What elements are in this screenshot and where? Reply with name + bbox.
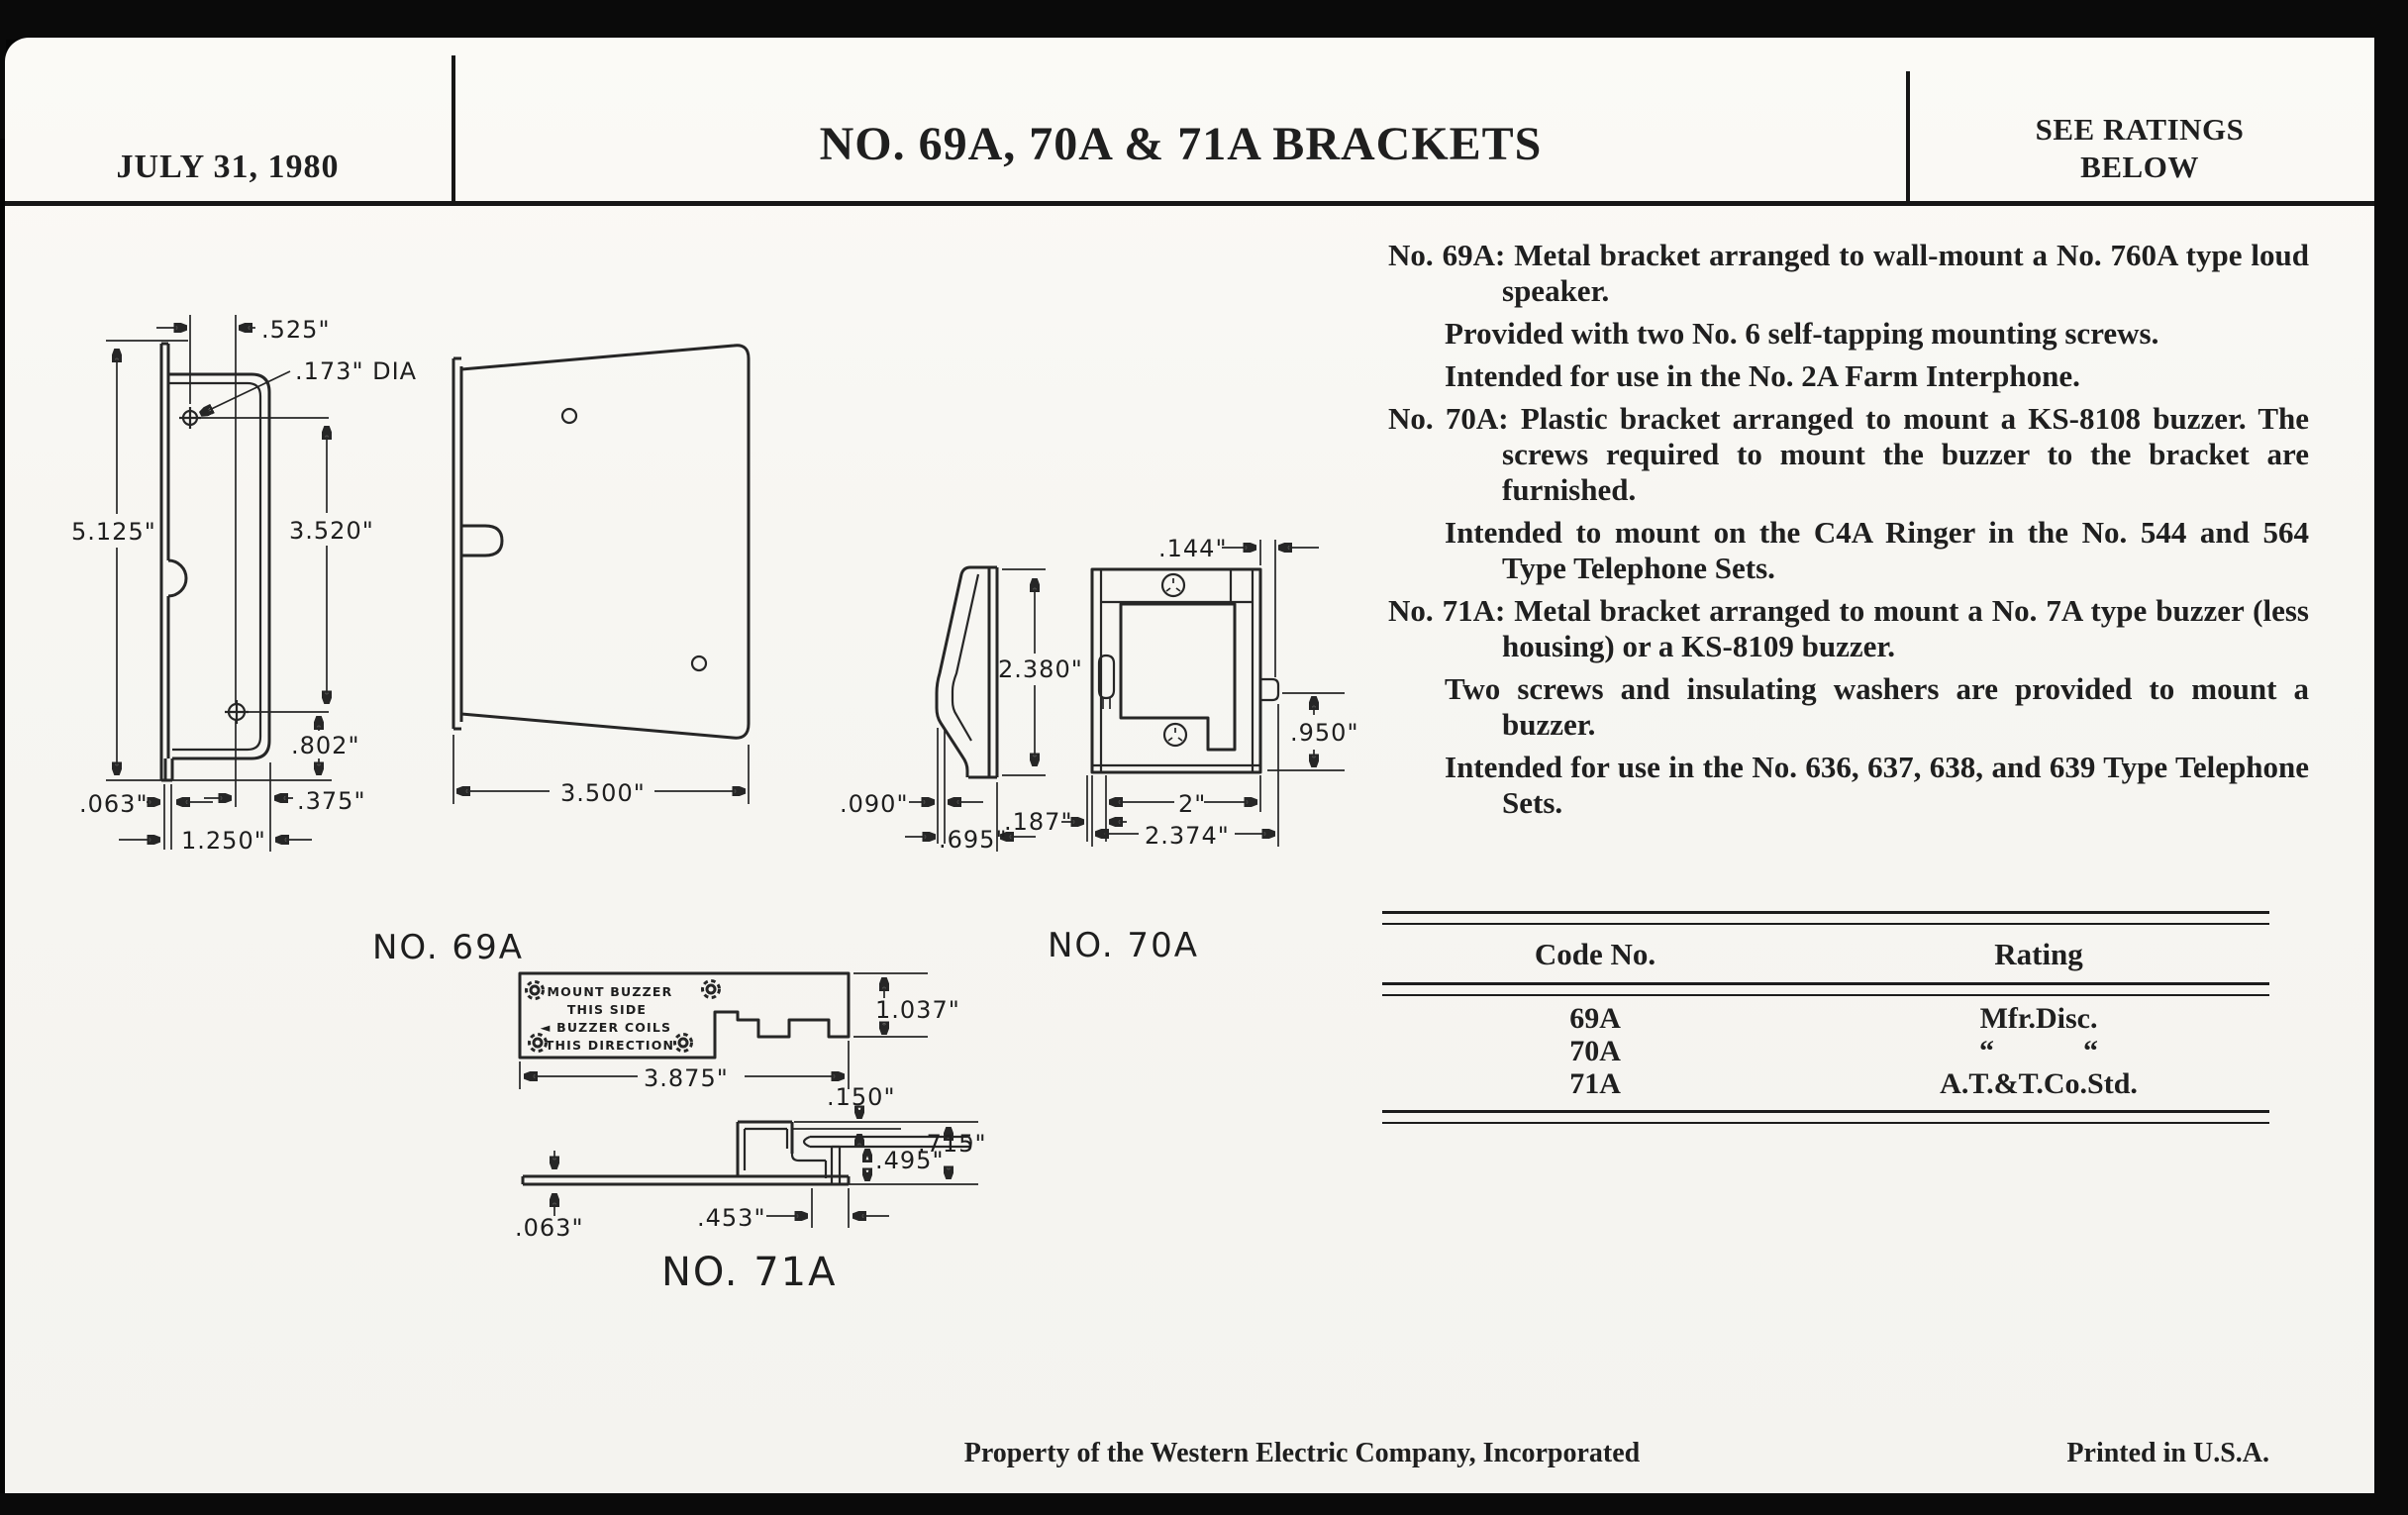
- table-body: [1382, 996, 2269, 1110]
- dim-70a-latch: .950": [1290, 719, 1359, 747]
- scan-edge-top: [0, 0, 2408, 40]
- drawing-label-69a: NO. 69A: [372, 928, 524, 967]
- drawing-71a-side-view: [515, 1122, 986, 1295]
- column-header-code: Code No.: [1534, 937, 1656, 971]
- dim-70a-width: 2.374": [1145, 822, 1230, 850]
- column-header-rating: Rating: [1994, 937, 2083, 971]
- cell-rating: Mfr.Disc.: [1979, 1002, 2098, 1035]
- plate-text-line2: THIS SIDE: [566, 1002, 648, 1017]
- dim-71a-thickness: .063": [515, 1214, 584, 1242]
- dim-70a-depth: .695": [939, 826, 1008, 854]
- drawing-69a-front-view: [453, 346, 749, 807]
- dim-69a-hole-spacing: 3.520": [289, 517, 374, 545]
- dim-70a-inner-width: 2": [1178, 790, 1207, 818]
- cell-code: 70A: [1569, 1035, 1621, 1067]
- dim-69a-hole-edge: .375": [297, 787, 366, 815]
- paragraph-71a-screws: Two screws and insulating washers are provided to mount a buzzer.: [1445, 671, 2309, 742]
- table-row: [1382, 1067, 2269, 1100]
- page-title: NO. 69A, 70A & 71A BRACKETS: [819, 118, 1543, 170]
- description-column: [1388, 238, 2309, 828]
- drawing-70a-front-view: [1004, 535, 1358, 850]
- scan-edge-bottom: [0, 1493, 2408, 1515]
- paragraph-69a-provided: Provided with two No. 6 self-tapping mounting screws.: [1445, 316, 2159, 351]
- table-header-row: [1382, 925, 2269, 982]
- footer-property-notice: Property of the Western Electric Company, Incorporated: [963, 1438, 1641, 1468]
- document-date: JULY 31, 1980: [116, 149, 340, 185]
- plate-text-line4: THIS DIRECTION: [545, 1038, 675, 1053]
- plate-text-line3: ◄ BUZZER COILS: [540, 1020, 672, 1035]
- paragraph-71a: No. 71A: Metal bracket arranged to mount a No. 7A type buzzer (less housing) or a KS-8109 buzzer.: [1388, 593, 2309, 663]
- ratings-note-line2: BELOW: [2080, 150, 2199, 184]
- dim-69a-width: 3.500": [560, 779, 646, 807]
- paragraph-69a: No. 69A: Metal bracket arranged to wall-mount a No. 760A type loud speaker.: [1388, 238, 2309, 308]
- ratings-note-line1: SEE RATINGS: [2035, 112, 2245, 147]
- dim-71a-length: 3.875": [644, 1064, 729, 1092]
- table-rule-mid: [1382, 982, 2269, 996]
- dim-70a-tab: .144": [1158, 535, 1228, 562]
- dim-71a-lip: .150": [827, 1083, 896, 1111]
- drawing-label-71a: NO. 71A: [661, 1250, 838, 1295]
- table-rule-top: [1382, 911, 2269, 925]
- cell-code: 69A: [1569, 1002, 1621, 1035]
- dim-69a-hole-offset: .525": [261, 316, 331, 344]
- header-divider-right: [1906, 71, 1910, 202]
- dim-69a-height: 5.125": [71, 518, 156, 546]
- ratings-table: [1382, 911, 2269, 1124]
- dim-71a-slot: .495": [875, 1147, 945, 1174]
- paragraph-70a: No. 70A: Plastic bracket arranged to mount a KS-8108 buzzer. The screws required to mount the buzzer to the bracket are furnished.: [1388, 401, 2309, 507]
- dim-69a-bottom-hole: .802": [291, 732, 360, 759]
- dim-71a-clip-height: .715": [918, 1130, 987, 1158]
- dim-69a-depth: 1.250": [181, 827, 266, 855]
- dim-69a-hole-dia: .173" DIA: [295, 357, 418, 385]
- paragraph-71a-intended: Intended for use in the No. 636, 637, 638, and 639 Type Telephone Sets.: [1445, 750, 2309, 820]
- paragraph-70a-intended: Intended to mount on the C4A Ringer in the No. 544 and 564 Type Telephone Sets.: [1445, 515, 2309, 585]
- cell-code: 71A: [1569, 1067, 1621, 1100]
- technical-drawings: [59, 287, 1391, 1302]
- dim-69a-thickness: .063": [79, 790, 149, 818]
- plate-text-line1: MOUNT BUZZER: [547, 984, 673, 999]
- drawing-label-70a: NO. 70A: [1048, 926, 1199, 965]
- cell-rating: “ “: [1979, 1035, 2099, 1067]
- scan-edge-right: [2374, 0, 2408, 1515]
- dim-70a-offset: .187": [1004, 808, 1073, 836]
- dim-70a-thickness: .090": [840, 790, 909, 818]
- table-row: [1382, 1035, 2269, 1067]
- dim-71a-end-height: 1.037": [875, 996, 960, 1024]
- table-rule-bottom: [1382, 1110, 2269, 1124]
- ratings-note: [1911, 111, 2368, 186]
- footer-printed-notice: Printed in U.S.A.: [2066, 1438, 2269, 1468]
- cell-rating: A.T.&T.Co.Std.: [1940, 1067, 2138, 1100]
- paragraph-69a-intended: Intended for use in the No. 2A Farm Interphone.: [1445, 358, 2080, 393]
- drawing-69a-side-view: [71, 315, 524, 967]
- header-rule: [5, 201, 2374, 206]
- table-row: [1382, 1002, 2269, 1035]
- dim-70a-height: 2.380": [998, 656, 1083, 683]
- dim-71a-hook: .453": [697, 1204, 766, 1232]
